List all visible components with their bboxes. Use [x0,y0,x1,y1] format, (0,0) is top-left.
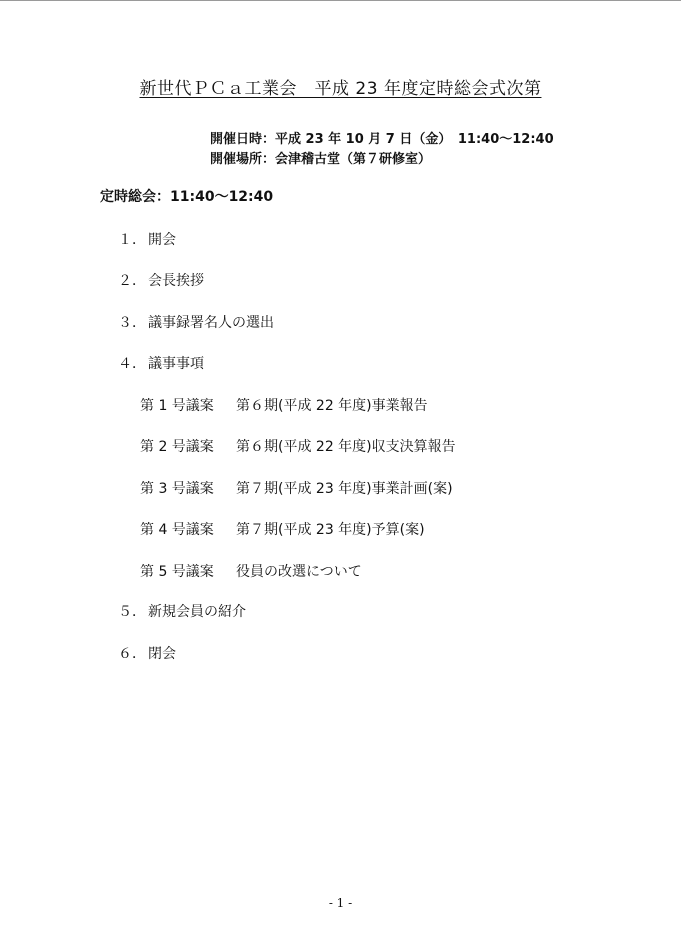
agenda-number: 第 3 号議案 [140,481,214,497]
item-number: １． [118,232,146,248]
page-number: - 1 - [328,896,353,910]
agenda-number: 第 2 号議案 [140,439,214,455]
agenda-text: 役員の改選について [236,564,362,580]
agenda-number: 第 4 号議案 [140,522,214,538]
list-item-minutes-signers [118,312,274,332]
item-number: ３． [118,315,146,331]
agenda-text: 第６期(平成 22 年度)収支決算報告 [236,439,456,455]
agenda-item-4 [140,519,425,539]
list-item-opening [118,229,176,249]
meeting-place: 開催場所：会津稽古堂（第７研修室） [210,152,432,167]
item-label: 会長挨拶 [148,273,204,289]
agenda-text: 第６期(平成 22 年度)事業報告 [236,398,428,414]
meeting-datetime: 開催日時：平成 23 年 10 月 7 日（金） 11:40～12:40 [210,132,554,147]
list-item-chair-greeting [118,270,204,290]
list-item-new-members [118,601,246,621]
item-label: 議事事項 [148,356,204,372]
agenda-item-3 [140,478,453,498]
item-label: 開会 [148,232,176,248]
agenda-item-2 [140,436,456,456]
list-item-agenda-matters [118,353,204,373]
agenda-item-5 [140,561,362,581]
agenda-item-1 [140,395,428,415]
page-top-border [0,0,681,1]
item-number: ４． [118,356,146,372]
item-number: ６． [118,646,146,662]
list-item-closing [118,643,176,663]
item-number: ５． [118,604,146,620]
document-title: 新世代ＰＣａ工業会 平成 23 年度定時総会式次第 [139,79,542,99]
agenda-number: 第 1 号議案 [140,398,214,414]
agenda-text: 第７期(平成 23 年度)予算(案) [236,522,425,538]
agenda-number: 第 5 号議案 [140,564,214,580]
item-label: 新規会員の紹介 [148,604,246,620]
item-number: ２． [118,273,146,289]
section-heading: 定時総会：11:40～12:40 [100,189,274,205]
agenda-text: 第７期(平成 23 年度)事業計画(案) [236,481,453,497]
item-label: 議事録署名人の選出 [148,315,274,331]
item-label: 閉会 [148,646,176,662]
